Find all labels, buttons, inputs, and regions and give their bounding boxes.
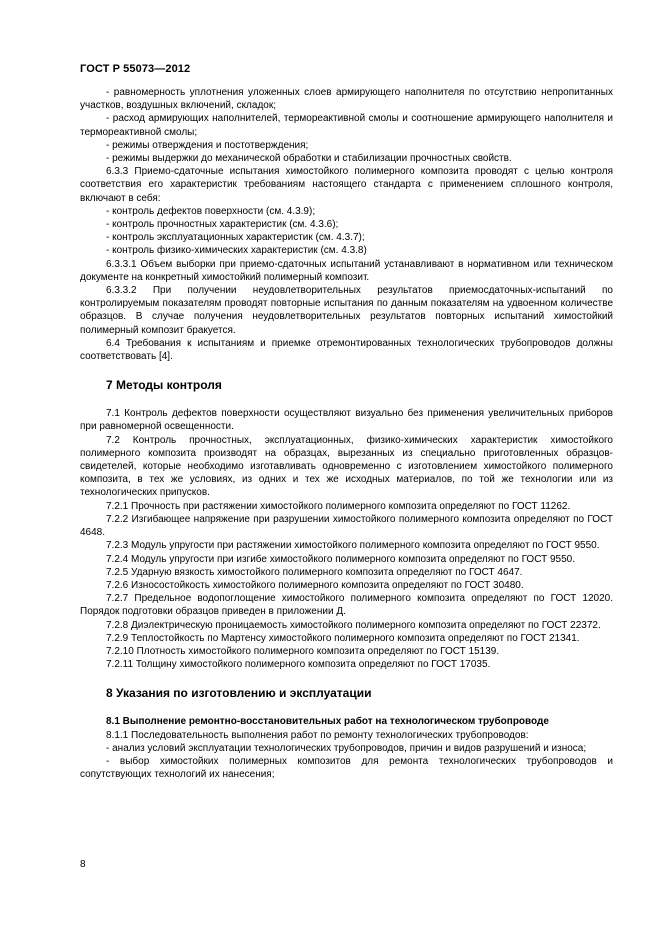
document-id-header: ГОСТ Р 55073—2012 (80, 63, 191, 75)
paragraph: 6.3.3.1 Объем выборки при приемо-сдаточных испытаний устанавливают в нормативном или техническом документе на конкретный химостойкий полимерный композит. (80, 258, 613, 283)
paragraph: - контроль дефектов поверхности (см. 4.3.9); (106, 205, 316, 217)
paragraph: 7.2.2 Изгибающее напряжение при разрушении химостойкого полимерного композита определяют по ГОСТ 4648. (80, 513, 613, 539)
paragraph: 7.2.11 Толщину химостойкого полимерного композита определяют по ГОСТ 17035. (106, 659, 491, 671)
paragraph: - анализ условий эксплуатации технологических трубопроводов, причин и видов разрушений и износа; (106, 742, 587, 754)
section-7-heading: 7 Методы контроля (106, 378, 222, 393)
section-7-body (80, 407, 613, 671)
subsection-8-1-heading: 8.1 Выполнение ремонтно-восстановительных работ на технологическом трубопроводе (106, 716, 549, 728)
paragraph: - режимы отверждения и постотверждения; (106, 139, 309, 151)
paragraph: 7.2.1 Прочность при растяжении химостойкого полимерного композита определяют по ГОСТ 11262. (106, 500, 571, 512)
paragraph: 7.2.9 Теплостойкость по Мартенсу химостойкого полимерного композита определяют по ГОСТ 21341. (106, 632, 580, 644)
page-number: 8 (80, 859, 86, 870)
paragraph: - контроль эксплуатационных характеристик (см. 4.3.7); (106, 232, 365, 244)
paragraph: 7.2.8 Диэлектрическую проницаемость химостойкого полимерного композита определяют по ГОСТ 22372. (106, 619, 601, 631)
paragraph: - контроль физико-химических характеристик (см. 4.3.8) (106, 245, 367, 257)
section-8-body (80, 715, 613, 781)
paragraph: 6.4 Требования к испытаниям и приемке отремонтированных технологических трубопроводов должны соответствовать [4]. (80, 337, 613, 363)
paragraph: 7.2.5 Ударную вязкость химостойкого полимерного композита определяют по ГОСТ 4647. (106, 566, 523, 578)
paragraph: - расход армирующих наполнителей, термореактивной смолы и соотношение армирующего наполнителя и термореактивной смолы; (80, 113, 613, 138)
paragraph: 7.2.7 Предельное водопоглощение химостойкого полимерного композита определяют по ГОСТ 12020. Порядок подготовки образцов приведен в приложении Д. (80, 593, 613, 618)
paragraph: 7.2 Контроль прочностных, эксплуатационных, физико-химических характеристик химостойкого полимерного композита производят на образцах, вырезанных из специально приготовленных образцов-свидетелей, которые необходимо изготавливать одновременно с изготовлением химостойкого полимерного композита, в тех же условиях, из одних и тех же исходных материалов, по той же технологии или из технологических припусков. (80, 434, 613, 499)
paragraph: - режимы выдержки до механической обработки и стабилизации прочностных свойств. (106, 153, 512, 165)
paragraph: 6.3.3.2 При получении неудовлетворительных результатов приемосдаточных-испытаний по контролируемым показателям проводят повторные испытания по данным показателям на удвоенном количестве образцов. В случае получения неудовлетворительных результатов повторных испытаний химостойкий полимерный композит бракуется. (80, 285, 613, 336)
section-6-continuation (80, 86, 613, 363)
paragraph: 7.1 Контроль дефектов поверхности осуществляют визуально без применения увеличительных приборов при равномерной освещенности. (80, 408, 613, 433)
paragraph: - контроль прочностных характеристик (см. 4.3.6); (106, 219, 339, 231)
paragraph: 7.2.6 Износостойкость химостойкого полимерного композита определяют по ГОСТ 30480. (106, 579, 524, 591)
paragraph: 7.2.3 Модуль упругости при растяжении химостойкого полимерного композита определяют по ГОСТ 9550. (106, 540, 600, 552)
paragraph: 6.3.3 Приемо-сдаточные испытания химостойкого полимерного композита проводят с целью контроля соответствия его характеристик требованиям настоящего стандарта с применением сплошного контроля, включают в себя: (80, 166, 613, 204)
paragraph: 7.2.4 Модуль упругости при изгибе химостойкого полимерного композита определяют по ГОСТ 9550. (106, 553, 576, 565)
paragraph: 7.2.10 Плотность химостойкого полимерного композита определяют по ГОСТ 15139. (106, 645, 500, 657)
paragraph: - равномерность уплотнения уложенных слоев армирующего наполнителя по отсутствию непропитанных участков, воздушных включений, складок; (80, 87, 613, 112)
paragraph: - выбор химостойких полимерных композитов для ремонта технологических трубопроводов и сопутствующих технологий их нанесения; (80, 755, 613, 781)
section-8-heading: 8 Указания по изготовлению и эксплуатации (106, 686, 372, 701)
paragraph: 8.1.1 Последовательность выполнения работ по ремонту технологических трубопроводов: (106, 729, 529, 741)
page-content (80, 86, 613, 781)
